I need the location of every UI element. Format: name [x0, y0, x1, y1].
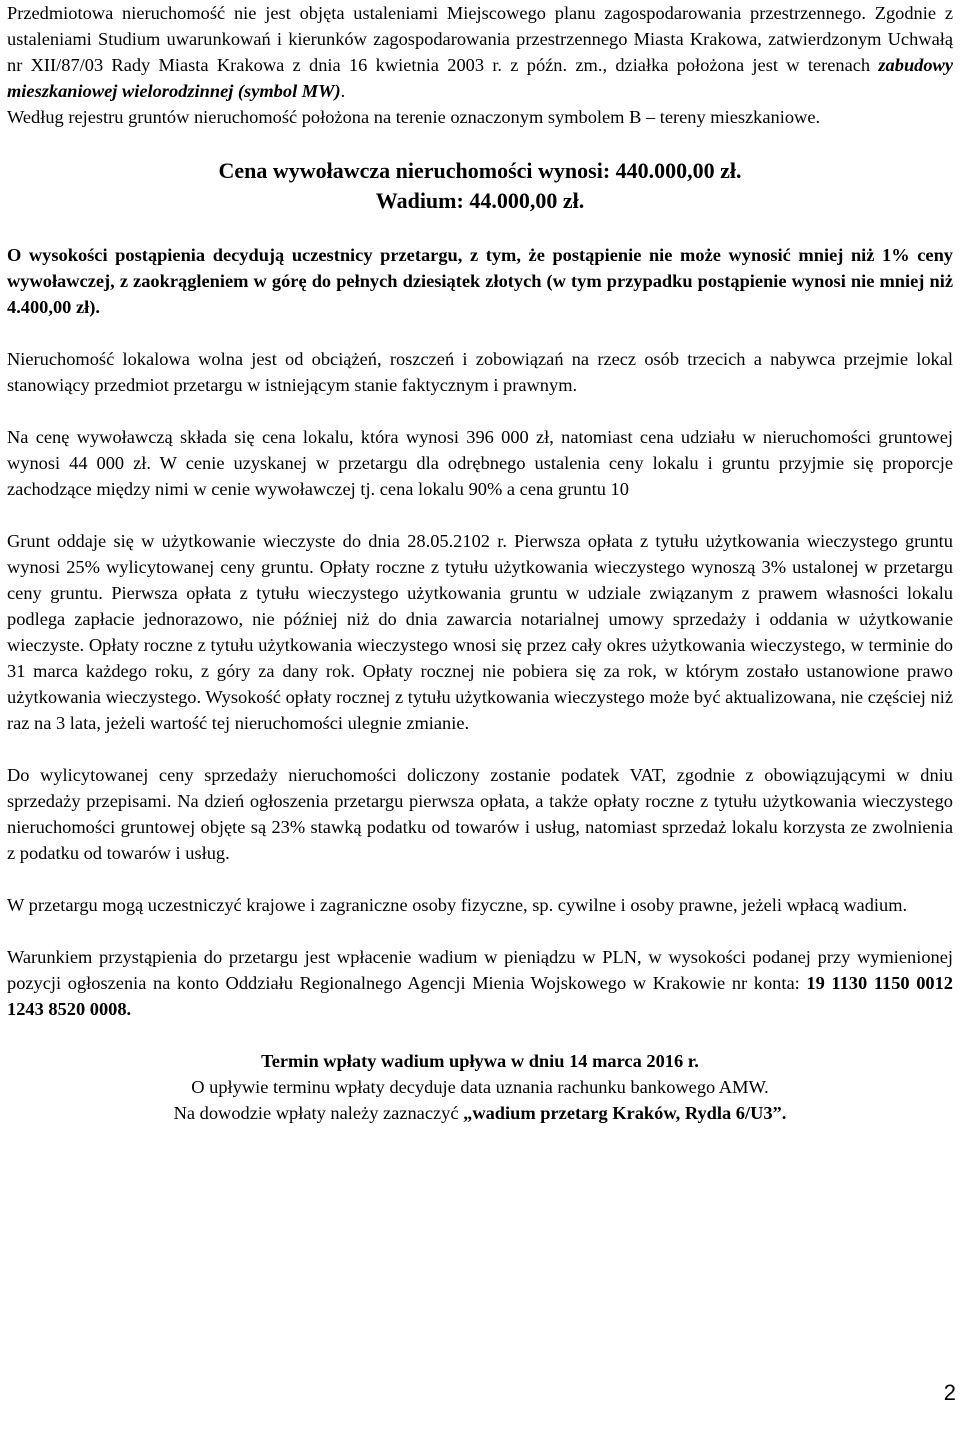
document-page [7, 0, 953, 1126]
zoning-paragraph [7, 0, 953, 104]
deposit-deadline: Termin wpłaty wadium upływa w dniu 14 marca 2016 r. [261, 1051, 699, 1071]
perpetual-usufruct-paragraph: Grunt oddaje się w użytkowanie wieczyste do dnia 28.05.2102 r. Pierwsza opłata z tytułu użytkowania wieczystego gruntu wynosi 25% wylicytowanej ceny gruntu. Opłaty roczne z tytułu użytkowania wieczystego wynoszą 3% ustalonej w przetargu ceny gruntu. Pierwsza opłata z tytułu wieczystego użytkowania gruntu w udziale związanym z prawem własności lokalu podlega zapłacie jednorazowo, nie później niż do dnia zawarcia notarialnej umowy sprzedaży i oddania w użytkowanie wieczyste. Opłaty roczne z tytułu użytkowania wieczystego wnosi się przez cały okres użytkowania wieczystego, w terminie do 31 marca każdego roku, z góry za dany rok. Opłaty rocznej nie pobiera się za rok, w którym zostało ustanowione prawo użytkowania wieczystego. Wysokość opłaty rocznej z tytułu użytkowania wieczystego może być aktualizowana, nie częściej niż raz na 3 lata, jeżeli wartość tej nieruchomości ulegnie zmianie. [7, 531, 953, 733]
encumbrance-paragraph: Nieruchomość lokalowa wolna jest od obciążeń, roszczeń i zobowiązań na rzecz osób trzecich a nabywca przejmie lokal stanowiący przedmiot przetargu w istniejącym stanie faktycznym i prawnym. [7, 349, 953, 395]
starting-price: Cena wywoławcza nieruchomości wynosi: 440.000,00 zł. [218, 158, 742, 183]
vat-paragraph: Do wylicytowanej ceny sprzedaży nieruchomości doliczony zostanie podatek VAT, zgodnie z obowiązującymi w dniu sprzedaży przepisami. Na dzień ogłoszenia przetargu pierwsza opłata, a także opłaty roczne z tytułu użytkowania wieczystego nieruchomości gruntowej objęte są 23% stawką podatku od towarów i usług, natomiast sprzedaż lokalu korzysta ze zwolnienia z podatku od towarów i usług. [7, 765, 953, 863]
bid-increment-paragraph: O wysokości postąpienia decydują uczestnicy przetargu, z tym, że postąpienie nie może wynosić mniej niż 1% ceny wywoławczej, z zaokrągleniem w górę do pełnych dziesiątek złotych (w tym przypadku postąpienie wynosi nie mniej niż 4.400,00 zł). [7, 245, 953, 317]
land-register-paragraph: Według rejestru gruntów nieruchomość położona na terenie oznaczonym symbolem B – tereny mieszkaniowe. [7, 107, 821, 127]
payment-reference-note [7, 1100, 953, 1126]
deposit-deadline-note: O upływie terminu wpłaty decyduje data uznania rachunku bankowego AMW. [191, 1077, 769, 1097]
participants-paragraph: W przetargu mogą uczestniczyć krajowe i zagraniczne osoby fizyczne, sp. cywilne i osoby prawne, jeżeli wpłacą wadium. [7, 895, 908, 915]
payment-reference-prefix: Na dowodzie wpłaty należy zaznaczyć [173, 1103, 464, 1123]
deposit-amount: Wadium: 44.000,00 zł. [375, 188, 585, 213]
price-composition-paragraph: Na cenę wywoławczą składa się cena lokalu, która wynosi 396 000 zł, natomiast cena udziału w nieruchomości gruntowej wynosi 44 000 zł. W cenie uzyskanej w przetargu dla odrębnego ustalenia ceny lokalu i gruntu przyjmie się proporcje zachodzące między nimi w cenie wywoławczej tj. cena lokalu 90% a cena gruntu 10 [7, 427, 953, 499]
deposit-conditions-text: Warunkiem przystąpienia do przetargu jest wpłacenie wadium w pieniądzu w PLN, w wysokości podanej przy wymienionej pozycji ogłoszenia na konto Oddziału Regionalnego Agencji Mienia Wojskowego w Krakowie nr konta: [7, 947, 953, 993]
zoning-designation: zabudowy mieszkaniowej wielorodzinnej (symbol MW) [7, 55, 953, 101]
zoning-tail: . [340, 81, 346, 101]
payment-reference-title: „wadium przetarg Kraków, Rydla 6/U3”. [463, 1103, 787, 1123]
deposit-conditions-paragraph [7, 944, 953, 1022]
page-number: 2 [943, 1380, 956, 1405]
bank-account-number: 19 1130 1150 0012 1243 8520 0008. [7, 973, 954, 1019]
zoning-text: Przedmiotowa nieruchomość nie jest objęta ustaleniami Miejscowego planu zagospodarowania przestrzennego. Zgodnie z ustaleniami Studium uwarunkowań i kierunków zagospodarowania przestrzennego Miasta Krakowa, zatwierdzonym Uchwałą nr XII/87/03 Rady Miasta Krakowa z dnia 16 kwietnia 2003 r. z późn. zm., działka położona jest w terenach [7, 3, 953, 75]
